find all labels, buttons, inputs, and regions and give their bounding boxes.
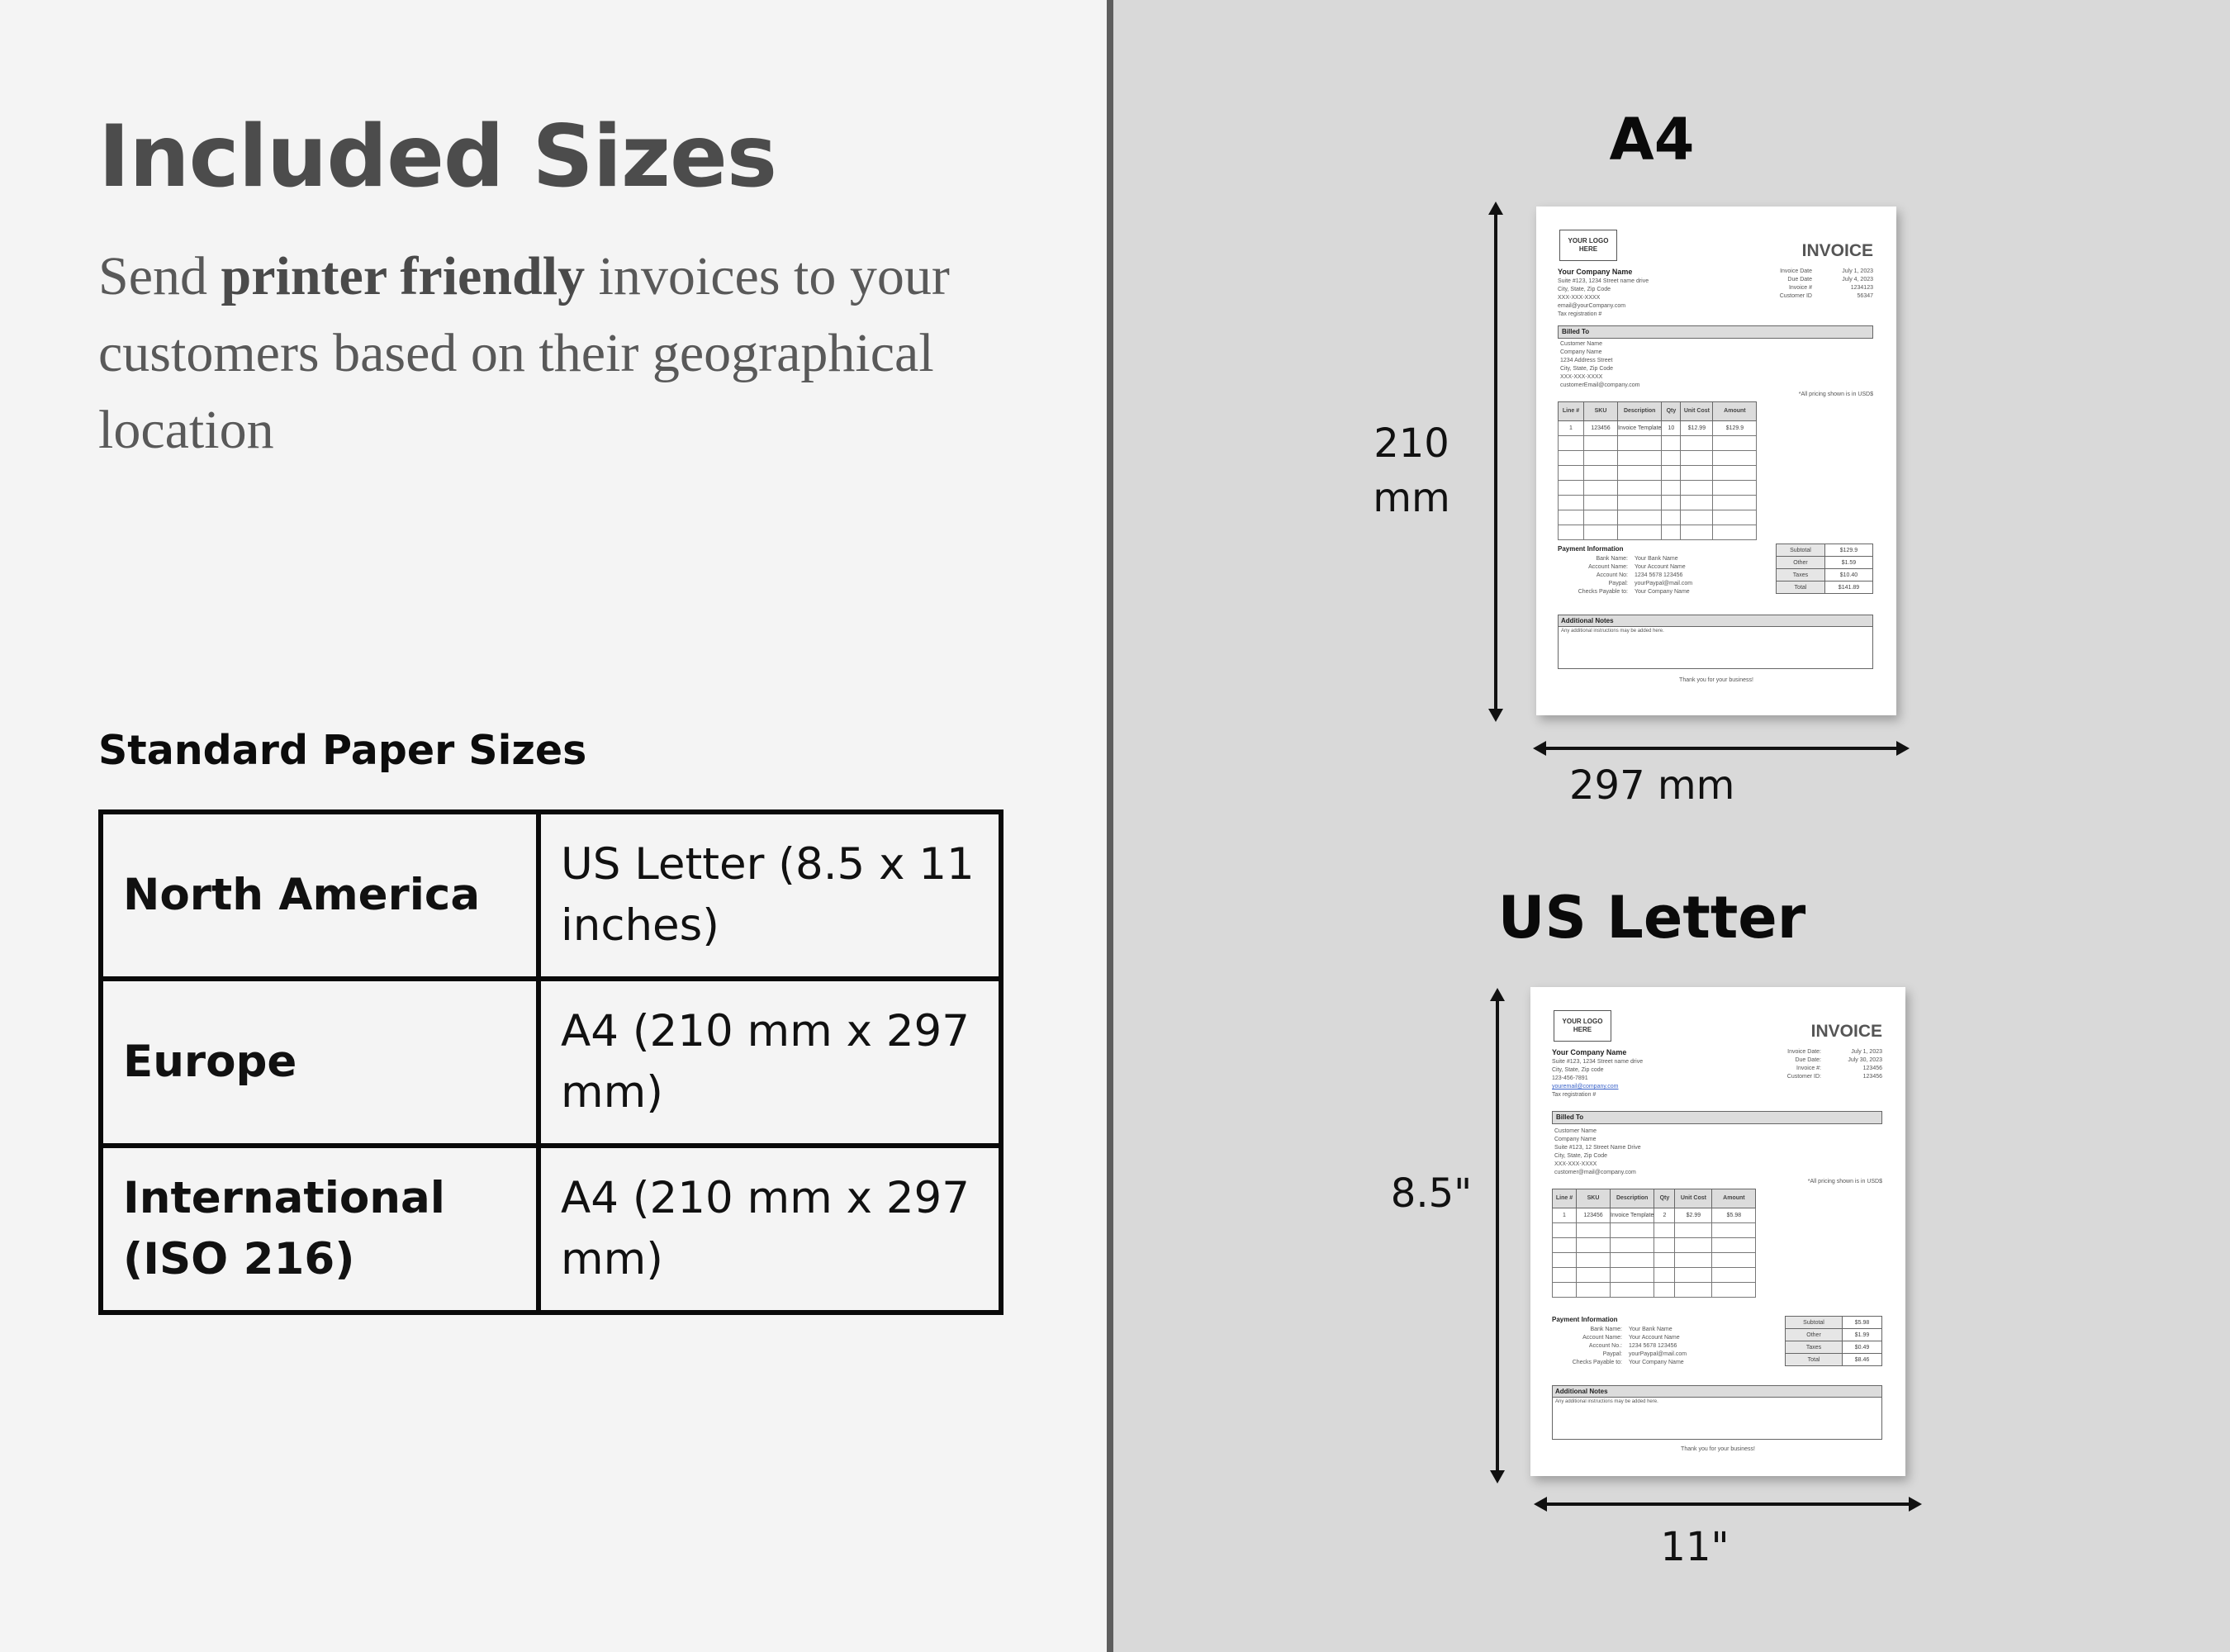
address-line: Tax registration #: [1552, 1092, 1597, 1098]
table-cell: Invoice Template: [1611, 1208, 1654, 1223]
payment-value: Your Account Name: [1635, 564, 1686, 570]
table-row: [1553, 1253, 1756, 1268]
total-key: Total: [1786, 1354, 1843, 1366]
meta-key: Invoice Date: [1780, 268, 1812, 274]
page-description: [98, 238, 1023, 468]
payment-value: 1234 5678 123456: [1629, 1343, 1677, 1349]
invoice-title: INVOICE: [1801, 241, 1873, 260]
description-bold: printer friendly: [221, 246, 586, 306]
table-row: [1553, 1223, 1756, 1238]
column-header: Amount: [1713, 402, 1757, 421]
notes-text: Any additional instructions may be added here.: [1555, 1399, 1658, 1404]
table-cell: 1: [1559, 421, 1584, 436]
table-cell: $12.99: [1681, 421, 1713, 436]
payment-value: Your Bank Name: [1629, 1327, 1672, 1332]
address-line: XXX-XXX-XXXX: [1558, 295, 1601, 301]
column-header: Description: [1611, 1189, 1654, 1208]
address-line: Suite #123, 1234 Street name drive: [1558, 278, 1649, 284]
payment-key: Paypal:: [1602, 1351, 1622, 1357]
payment-heading: Payment Information: [1558, 545, 1624, 553]
total-value: $8.46: [1843, 1354, 1882, 1366]
totals-table: [1785, 1316, 1882, 1366]
total-key: Taxes: [1777, 569, 1825, 582]
total-value: $5.98: [1843, 1317, 1882, 1329]
table-row: [1786, 1317, 1882, 1329]
billed-line: Company Name: [1560, 349, 1602, 355]
a4-height-unit: mm: [1373, 475, 1450, 521]
size-cell: US Letter (8.5 x 11 inches): [539, 812, 1001, 979]
table-row: [1559, 436, 1757, 451]
column-header: Line #: [1553, 1189, 1577, 1208]
address-line: 123-456-7891: [1552, 1075, 1588, 1081]
table-row: [1786, 1354, 1882, 1366]
right-panel: [1113, 0, 2230, 1652]
column-header: Line #: [1559, 402, 1584, 421]
region-cell: Europe: [101, 979, 539, 1146]
panel-divider: [1107, 0, 1113, 1652]
table-row: [1777, 544, 1873, 557]
column-header: Amount: [1712, 1189, 1756, 1208]
address-line: City, State, Zip Code: [1558, 287, 1611, 292]
column-header: Description: [1618, 402, 1662, 421]
address-line: Tax registration #: [1558, 311, 1602, 317]
notes-text: Any additional instructions may be added here.: [1561, 629, 1664, 634]
billed-line: XXX-XXX-XXXX: [1560, 374, 1603, 380]
line-items-table: [1552, 1189, 1756, 1298]
a4-invoice-preview: [1536, 206, 1896, 715]
table-row: [1786, 1341, 1882, 1354]
company-name: Your Company Name: [1558, 268, 1633, 276]
region-cell: International (ISO 216): [101, 1146, 539, 1313]
company-email-link[interactable]: youremail@company.com: [1552, 1084, 1619, 1089]
letter-height-label: 8.5": [1390, 1170, 1473, 1217]
a4-height-value: 210: [1374, 420, 1450, 467]
payment-value: yourPaypal@mail.com: [1635, 581, 1693, 586]
meta-value: July 1, 2023: [1842, 268, 1873, 274]
total-value: $1.99: [1843, 1329, 1882, 1341]
totals-table: [1776, 544, 1873, 594]
pricing-note: *All pricing shown is in USD$: [1798, 392, 1873, 397]
payment-value: Your Company Name: [1629, 1360, 1684, 1365]
table-row: [1777, 569, 1873, 582]
billed-line: XXX-XXX-XXXX: [1554, 1161, 1597, 1167]
table-cell: $5.98: [1712, 1208, 1756, 1223]
total-key: Other: [1777, 557, 1825, 569]
billed-to-address: [1560, 340, 1639, 390]
table-cell: Invoice Template: [1618, 421, 1662, 436]
billed-line: Suite #123, 12 Street Name Drive: [1554, 1145, 1641, 1151]
table-header-row: [1559, 402, 1757, 421]
column-header: Unit Cost: [1681, 402, 1713, 421]
billed-line: City, State, Zip Code: [1560, 366, 1614, 372]
company-address: [1558, 278, 1649, 319]
billed-to-address: [1554, 1127, 1641, 1177]
meta-key: Due Date:: [1795, 1057, 1821, 1063]
table-row: [1786, 1329, 1882, 1341]
table-row: [1553, 1268, 1756, 1283]
meta-key: Due Date: [1787, 277, 1812, 282]
payment-value: Your Account Name: [1629, 1335, 1680, 1341]
address-line: email@yourCompany.com: [1558, 303, 1626, 309]
meta-value: 123456: [1862, 1074, 1882, 1080]
letter-invoice-preview: [1530, 987, 1905, 1476]
table-row: [1559, 421, 1757, 436]
notes-box: [1558, 615, 1873, 669]
table-row: [1553, 1238, 1756, 1253]
payment-value: Your Bank Name: [1635, 556, 1678, 562]
region-cell: North America: [101, 812, 539, 979]
meta-value: 1234123: [1850, 285, 1873, 291]
billed-line: customer@mail@company.com: [1554, 1170, 1636, 1175]
company-address: [1552, 1058, 1643, 1099]
table-cell: $2.99: [1675, 1208, 1712, 1223]
logo-placeholder: YOUR LOGO HERE: [1554, 1010, 1611, 1042]
payment-key: Account Name:: [1588, 564, 1628, 570]
payment-key: Checks Payable to:: [1572, 1360, 1622, 1365]
payment-key: Account Name:: [1582, 1335, 1622, 1341]
meta-value: July 1, 2023: [1851, 1049, 1882, 1055]
thanks-message: Thank you for your business!: [1681, 1446, 1755, 1452]
payment-heading: Payment Information: [1552, 1316, 1618, 1323]
payment-key: Account No.:: [1588, 1343, 1622, 1349]
meta-key: Invoice #:: [1796, 1066, 1821, 1071]
table-row: [101, 1146, 1001, 1313]
invoice-meta: [1772, 1048, 1882, 1081]
billed-line: City, State, Zip Code: [1554, 1153, 1608, 1159]
total-value: $10.40: [1824, 569, 1872, 582]
payment-info: [1558, 555, 1692, 596]
a4-width-arrow: [1533, 736, 1910, 761]
standard-sizes-heading: Standard Paper Sizes: [98, 727, 587, 774]
payment-value: Your Company Name: [1635, 589, 1690, 595]
a4-height-label: [1366, 416, 1457, 525]
table-row: [1553, 1208, 1756, 1223]
column-header: Qty: [1662, 402, 1681, 421]
payment-info: [1552, 1326, 1687, 1367]
table-row: [1559, 451, 1757, 466]
table-row: [1777, 557, 1873, 569]
total-value: $129.9: [1824, 544, 1872, 557]
payment-key: Bank Name:: [1596, 556, 1628, 562]
description-end: invoices to your customers based on their geographical location: [98, 246, 950, 460]
address-line: Suite #123, 1234 Street name drive: [1552, 1059, 1644, 1065]
total-value: $1.59: [1824, 557, 1872, 569]
total-key: Taxes: [1786, 1341, 1843, 1354]
table-cell: 10: [1662, 421, 1681, 436]
table-row: [1559, 525, 1757, 540]
left-panel: [0, 0, 1107, 1652]
table-row: [1777, 582, 1873, 594]
payment-key: Account No:: [1596, 572, 1628, 578]
meta-key: Invoice Date:: [1787, 1049, 1821, 1055]
billed-line: customerEmail@company.com: [1560, 382, 1640, 388]
billed-to-bar: Billed To: [1552, 1111, 1882, 1124]
table-row: [1559, 496, 1757, 510]
invoice-meta: [1763, 268, 1873, 301]
table-row: [1559, 510, 1757, 525]
payment-key: Checks Payable to:: [1578, 589, 1628, 595]
page-title: Included Sizes: [98, 107, 777, 206]
billed-line: Customer Name: [1560, 341, 1602, 347]
total-value: $141.89: [1824, 582, 1872, 594]
logo-placeholder: YOUR LOGO HERE: [1559, 230, 1617, 261]
table-cell: 1: [1553, 1208, 1577, 1223]
address-line: City, State, Zip code: [1552, 1067, 1604, 1073]
notes-heading: Additional Notes: [1553, 1386, 1881, 1398]
line-items-table: [1558, 401, 1757, 540]
table-cell: 123456: [1577, 1208, 1611, 1223]
payment-key: Paypal:: [1608, 581, 1628, 586]
meta-key: Customer ID:: [1786, 1074, 1821, 1080]
table-row: [101, 979, 1001, 1146]
billed-line: Company Name: [1554, 1137, 1597, 1142]
meta-value: July 4, 2023: [1842, 277, 1873, 282]
notes-heading: Additional Notes: [1559, 615, 1872, 627]
meta-key: Invoice #: [1788, 285, 1812, 291]
table-row: [1559, 481, 1757, 496]
letter-width-arrow: [1534, 1492, 1922, 1517]
table-row: [1553, 1283, 1756, 1298]
payment-key: Bank Name:: [1590, 1327, 1622, 1332]
meta-value: 56347: [1857, 293, 1873, 299]
billed-line: Customer Name: [1554, 1128, 1597, 1134]
notes-box: [1552, 1385, 1882, 1440]
size-cell: A4 (210 mm x 297 mm): [539, 979, 1001, 1146]
table-cell: $129.9: [1713, 421, 1757, 436]
table-cell: 2: [1654, 1208, 1675, 1223]
a4-title: A4: [1609, 106, 1695, 173]
letter-title: US Letter: [1497, 884, 1806, 952]
description-start: Send: [98, 246, 221, 306]
column-header: Unit Cost: [1675, 1189, 1712, 1208]
table-header-row: [1553, 1189, 1756, 1208]
column-header: SKU: [1577, 1189, 1611, 1208]
size-cell: A4 (210 mm x 297 mm): [539, 1146, 1001, 1313]
total-key: Total: [1777, 582, 1825, 594]
table-row: [1559, 466, 1757, 481]
a4-width-label: 297 mm: [1569, 762, 1735, 809]
table-cell: 123456: [1584, 421, 1618, 436]
a4-height-arrow: [1483, 202, 1508, 722]
paper-sizes-table: [98, 809, 1004, 1315]
thanks-message: Thank you for your business!: [1679, 677, 1753, 683]
table-row: [101, 812, 1001, 979]
total-key: Subtotal: [1786, 1317, 1843, 1329]
billed-line: 1234 Address Street: [1560, 358, 1613, 363]
letter-width-label: 11": [1660, 1524, 1729, 1570]
meta-value: 123456: [1862, 1066, 1882, 1071]
meta-key: Customer ID: [1779, 293, 1812, 299]
letter-height-arrow: [1485, 988, 1510, 1483]
total-value: $0.49: [1843, 1341, 1882, 1354]
company-name: Your Company Name: [1552, 1048, 1627, 1056]
payment-value: yourPaypal@mail.com: [1629, 1351, 1687, 1357]
payment-value: 1234 5678 123456: [1635, 572, 1683, 578]
total-key: Subtotal: [1777, 544, 1825, 557]
pricing-note: *All pricing shown is in USD$: [1807, 1179, 1882, 1184]
total-key: Other: [1786, 1329, 1843, 1341]
meta-value: July 30, 2023: [1848, 1057, 1882, 1063]
billed-to-bar: Billed To: [1558, 325, 1873, 339]
column-header: SKU: [1584, 402, 1618, 421]
invoice-title: INVOICE: [1810, 1022, 1882, 1041]
column-header: Qty: [1654, 1189, 1675, 1208]
